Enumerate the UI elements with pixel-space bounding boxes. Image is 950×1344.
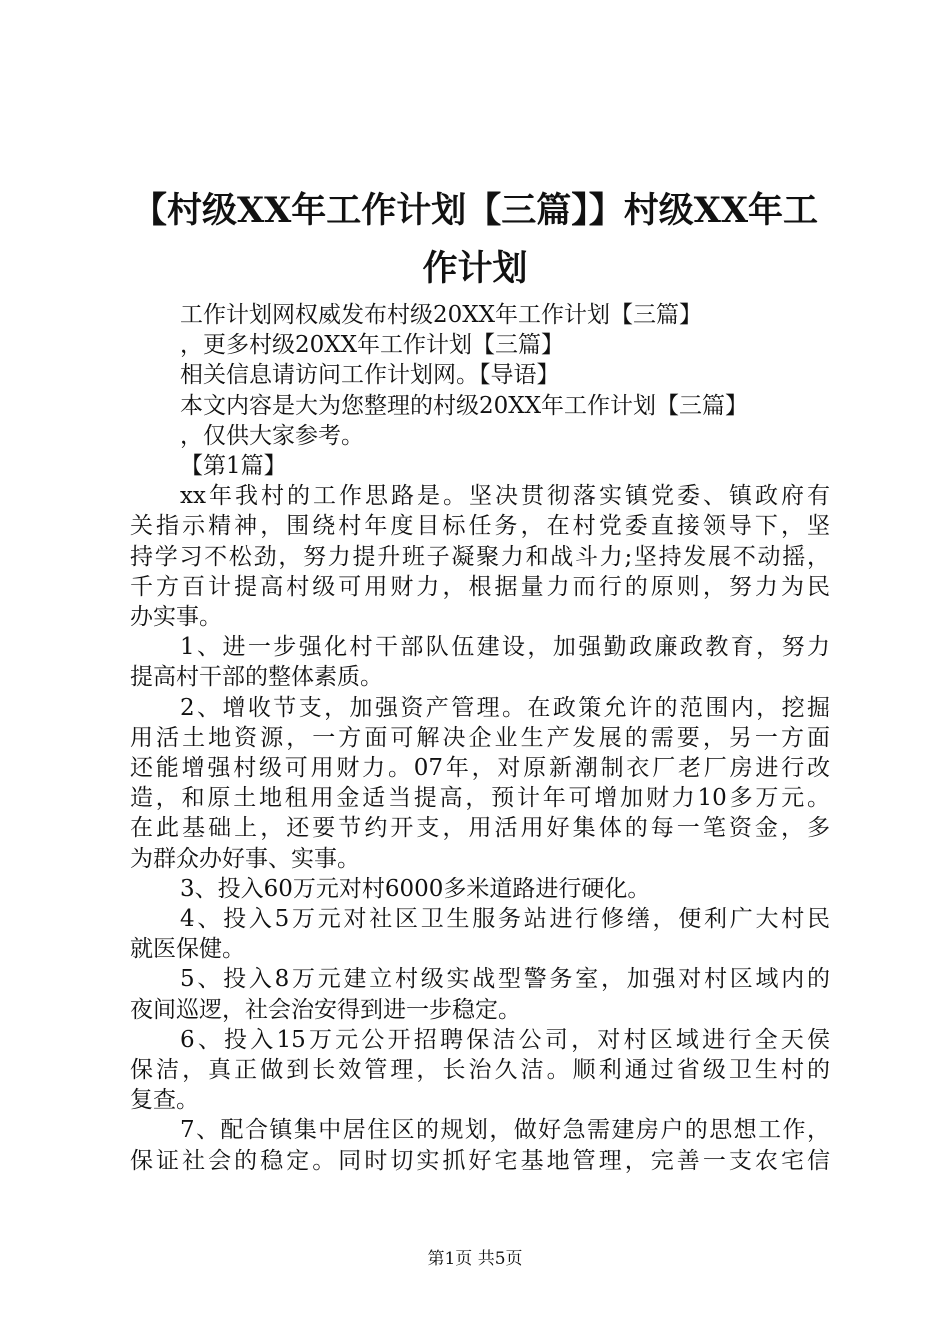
body-line: 本文内容是大为您整理的村级20XX年工作计划【三篇】 xyxy=(180,392,749,419)
body-line: 持学习不松劲，努力提升班子凝聚力和战斗力;坚持发展不动摇， xyxy=(130,543,830,570)
body-line: 夜间巡逻，社会治安得到进一步稳定。 xyxy=(130,996,521,1023)
body-line: 1、进一步强化村干部队伍建设，加强勤政廉政教育，努力 xyxy=(180,634,830,661)
body-line: 保洁，真正做到长效管理，长治久洁。顺利通过省级卫生村的 xyxy=(130,1057,830,1084)
body-line: 造，和原土地租用金适当提高，预计年可增加财力10多万元。 xyxy=(130,785,830,812)
body-line: 2、增收节支，加强资产管理。在政策允许的范围内，挖掘 xyxy=(180,694,830,721)
body-line: 5、投入8万元建立村级实战型警务室，加强对村区域内的 xyxy=(180,966,830,993)
body-line: 【第1篇】 xyxy=(180,453,287,480)
body-line: 办实事。 xyxy=(130,604,222,631)
body-line: 复查。 xyxy=(130,1087,199,1114)
document-body xyxy=(130,300,830,1176)
body-line: 工作计划网权威发布村级20XX年工作计划【三篇】 xyxy=(180,302,703,328)
body-line: xx年我村的工作思路是。坚决贯彻落实镇党委、镇政府有 xyxy=(180,483,830,510)
body-line: 还能增强村级可用财力。07年，对原新潮制衣厂老厂房进行改 xyxy=(130,755,830,782)
body-line: 就医保健。 xyxy=(130,936,245,963)
body-line: 相关信息请访问工作计划网。【导语】 xyxy=(180,362,560,389)
body-line: 保证社会的稳定。同时切实抓好宅基地管理，完善一支农宅信 xyxy=(130,1147,830,1174)
body-line: 千方百计提高村级可用财力，根据量力而行的原则，努力为民 xyxy=(130,573,830,600)
body-line: ，更多村级20XX年工作计划【三篇】 xyxy=(180,332,565,359)
body-line: 为群众办好事、实事。 xyxy=(130,845,360,872)
body-line: 7、配合镇集中居住区的规划，做好急需建房户的思想工作， xyxy=(180,1117,830,1144)
page-footer: 第1页 共5页 xyxy=(427,1249,523,1269)
body-line: ，仅供大家参考。 xyxy=(180,422,364,449)
body-line: 4、投入5万元对社区卫生服务站进行修缮，便利广大村民 xyxy=(180,906,830,933)
body-line: 提高村干部的整体素质。 xyxy=(130,664,383,691)
body-line: 用活土地资源，一方面可解决企业生产发展的需要，另一方面 xyxy=(130,724,830,751)
body-line: 在此基础上，还要节约开支，用活用好集体的每一笔资金，多 xyxy=(130,815,830,842)
body-line: 关指示精神，围绕村年度目标任务，在村党委直接领导下，坚 xyxy=(130,513,830,540)
document-title xyxy=(110,182,840,298)
body-line: 6、投入15万元公开招聘保洁公司，对村区域进行全天侯 xyxy=(180,1026,830,1053)
title-line-2: 作计划 xyxy=(422,248,528,289)
title-line-1: 【村级XX年工作计划【三篇】】村级XX年工 xyxy=(131,190,819,231)
body-line: 3、投入60万元对村6000多米道路进行硬化。 xyxy=(180,875,651,902)
